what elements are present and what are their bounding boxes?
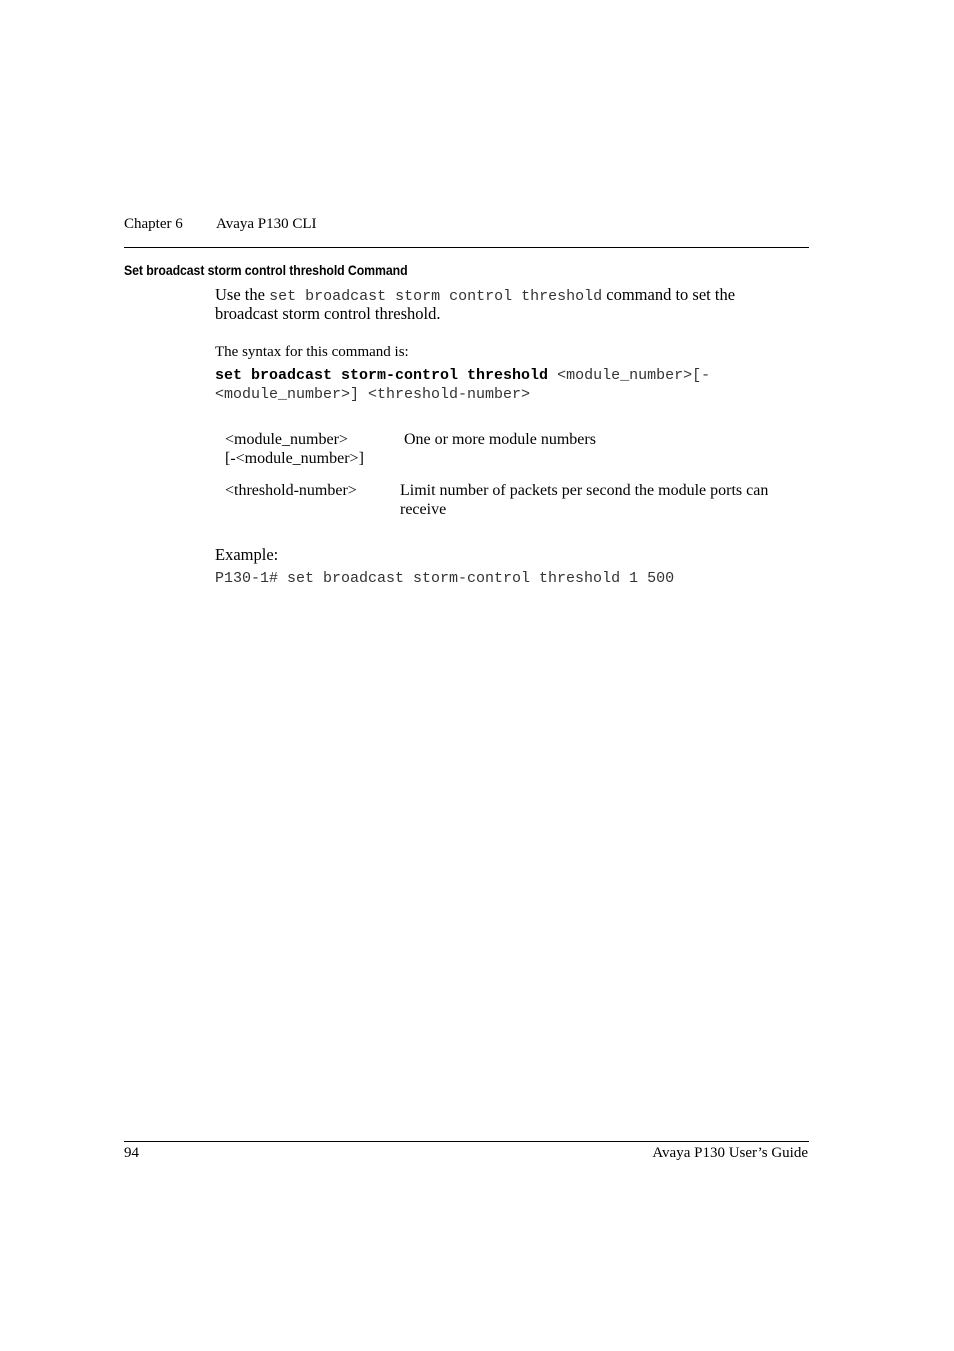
section-title: Set broadcast storm control threshold Command <box>124 262 408 278</box>
syntax-command: set broadcast storm-control threshold <box>215 367 549 384</box>
intro-line-2: broadcast storm control threshold. <box>215 304 441 323</box>
param-module-description: One or more module numbers <box>404 431 596 448</box>
intro-suffix: command to set the <box>602 285 736 304</box>
header-chapter: Chapter 6 <box>124 216 183 232</box>
param-threshold-description: Limit number of packets per second the module ports can receive <box>400 482 769 518</box>
syntax-args-2: <module_number>] <threshold-number> <box>215 386 531 403</box>
intro-inline-code: set broadcast storm control threshold <box>269 288 603 305</box>
example-label: Example: <box>215 545 279 564</box>
header-section: Avaya P130 CLI <box>216 216 317 232</box>
intro-prefix: Use the <box>215 285 270 304</box>
footer-rule <box>124 1141 809 1142</box>
param-module-name-1: <module_number> <box>225 431 348 448</box>
example-code: P130-1# set broadcast storm-control threshold 1 500 <box>215 570 675 587</box>
syntax-args-1: <module_number>[- <box>548 367 711 384</box>
footer-page-number: 94 <box>124 1145 139 1161</box>
param-threshold-name: <threshold-number> <box>225 482 357 499</box>
syntax-label: The syntax for this command is: <box>215 344 409 360</box>
footer-guide-title: Avaya P130 User’s Guide <box>652 1145 808 1161</box>
syntax-line-1 <box>215 366 710 384</box>
intro-line-1 <box>215 285 735 306</box>
header-rule <box>124 247 809 248</box>
param-module-name-2: [-<module_number>] <box>225 450 364 467</box>
